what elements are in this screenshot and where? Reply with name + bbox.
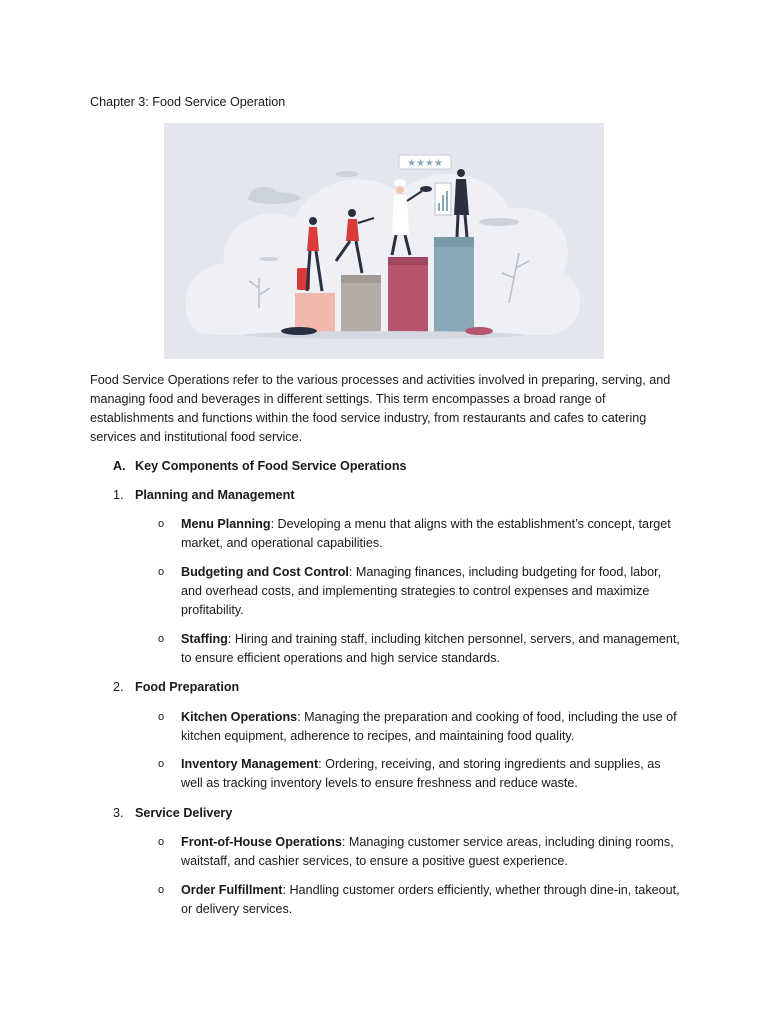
group-number: 1. bbox=[113, 488, 124, 502]
group-title: Food Preparation bbox=[135, 680, 240, 694]
section-heading: Key Components of Food Service Operations bbox=[135, 459, 407, 473]
group-number: 2. bbox=[113, 680, 124, 694]
bullet-icon: o bbox=[158, 884, 165, 896]
item-term: Staffing bbox=[181, 632, 228, 646]
item-term: Order Fulfillment bbox=[181, 883, 283, 897]
item-term: Menu Planning bbox=[181, 517, 271, 531]
bullet-icon: o bbox=[158, 711, 165, 723]
food-service-illustration bbox=[164, 123, 604, 359]
list-item bbox=[181, 755, 681, 793]
item-term: Budgeting and Cost Control bbox=[181, 565, 349, 579]
list-item bbox=[181, 708, 681, 746]
item-text: : Hiring and training staff, including kitchen personnel, servers, and management, to ensure efficient operations and high service standards. bbox=[181, 632, 680, 665]
item-term: Front-of-House Operations bbox=[181, 835, 342, 849]
item-text: : Developing a menu that aligns with the establishment’s concept, target market, and operational capabilities. bbox=[181, 517, 671, 550]
item-text: : Ordering, receiving, and storing ingredients and supplies, as well as tracking inventory levels to ensure freshness and reduce waste. bbox=[181, 757, 661, 790]
bullet-icon: o bbox=[158, 758, 165, 770]
section-letter: A. bbox=[113, 459, 126, 473]
item-text: : Managing customer service areas, including dining rooms, waitstaff, and cashier services, to ensure a positive guest experience. bbox=[181, 835, 674, 868]
bullet-icon: o bbox=[158, 566, 165, 578]
item-text: : Handling customer orders efficiently, whether through dine-in, takeout, or delivery services. bbox=[181, 883, 680, 916]
list-item bbox=[181, 630, 681, 668]
item-term: Inventory Management bbox=[181, 757, 319, 771]
bullet-icon: o bbox=[158, 836, 165, 848]
list-item bbox=[181, 833, 681, 871]
intro-paragraph: Food Service Operations refer to the various processes and activities involved in preparing, serving, and managing food and beverages in different settings. This term encompasses a broad range of establishments and functions within the food service industry, from restaurants and cafes to catering services and institutional food service. bbox=[90, 373, 671, 444]
list-item bbox=[181, 563, 681, 620]
group-number: 3. bbox=[113, 806, 124, 820]
group-title: Service Delivery bbox=[135, 806, 233, 820]
rating-stars: ★★★★ bbox=[407, 158, 443, 169]
page-title: Chapter 3: Food Service Operation bbox=[90, 95, 286, 109]
list-item bbox=[181, 515, 681, 553]
bullet-icon: o bbox=[158, 633, 165, 645]
item-term: Kitchen Operations bbox=[181, 710, 298, 724]
list-item bbox=[181, 881, 681, 919]
group-title: Planning and Management bbox=[135, 488, 295, 502]
item-text: : Managing the preparation and cooking of food, including the use of kitchen equipment, adherence to recipes, and maintaining food quality. bbox=[181, 710, 677, 743]
item-text: : Managing finances, including budgeting for food, labor, and overhead costs, and implementing strategies to control expenses and maximize profitability. bbox=[181, 565, 662, 617]
bullet-icon: o bbox=[158, 518, 165, 530]
